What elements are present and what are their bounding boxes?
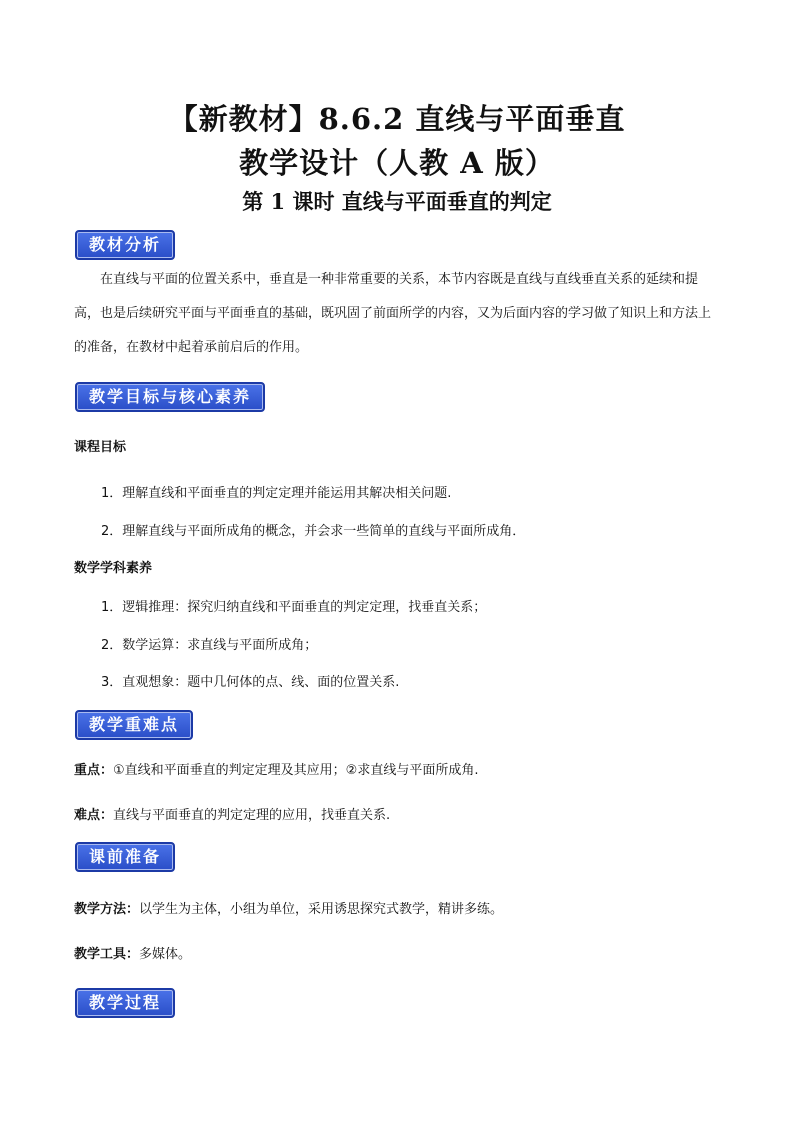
document-title-line1: 【新教材】8.6.2 直线与平面垂直	[168, 102, 626, 136]
literacy-item: 2．数学运算：求直线与平面所成角；	[101, 638, 318, 653]
method-text: 以学生为主体，小组为单位，采用诱思探究式教学，精讲多练。	[139, 902, 504, 917]
section-badge-goals: 教学目标与核心素养	[75, 382, 265, 412]
difficulty-text: 直线与平面垂直的判定定理的应用，找垂直关系.	[113, 808, 391, 823]
tools-text: 多媒体。	[139, 947, 192, 962]
difficulty-row	[74, 804, 390, 823]
focus-label: 重点：	[74, 763, 114, 778]
section-badge-preparation: 课前准备	[75, 842, 175, 872]
document-subtitle: 第 1 课时 直线与平面垂直的判定	[242, 189, 552, 214]
difficulty-label: 难点：	[74, 808, 114, 823]
method-label: 教学方法：	[74, 902, 140, 917]
tools-row	[74, 943, 191, 962]
course-goal-item: 1．理解直线和平面垂直的判定定理并能运用其解决相关问题.	[101, 486, 452, 501]
section-badge-process: 教学过程	[75, 988, 175, 1018]
focus-row	[74, 759, 478, 778]
literacy-item: 1．逻辑推理：探究归纳直线和平面垂直的判定定理，找垂直关系；	[101, 600, 487, 615]
focus-text: ①直线和平面垂直的判定定理及其应用；②求直线与平面所成角.	[113, 763, 479, 778]
tools-label: 教学工具：	[74, 947, 140, 962]
course-goals-heading: 课程目标	[74, 440, 127, 455]
literacy-item: 3．直观想象：题中几何体的点、线、面的位置关系.	[101, 675, 400, 690]
section-badge-textbook-analysis: 教材分析	[75, 230, 175, 260]
method-row	[74, 898, 503, 917]
literacy-heading: 数学学科素养	[74, 561, 153, 576]
course-goal-item: 2．理解直线与平面所成角的概念，并会求一些简单的直线与平面所成角．	[101, 524, 526, 539]
textbook-analysis-paragraph: 在直线与平面的位置关系中，垂直是一种非常重要的关系，本节内容既是直线与直线垂直关系的延续和提高，也是后续研究平面与平面垂直的基础，既巩固了前面所学的内容，又为后面内容的学习做了知识上和方法上的准备，在教材中起着承前启后的作用。	[74, 272, 712, 355]
section-badge-key-points: 教学重难点	[75, 710, 193, 740]
document-title-line2: 教学设计（人教 A 版）	[239, 146, 555, 180]
